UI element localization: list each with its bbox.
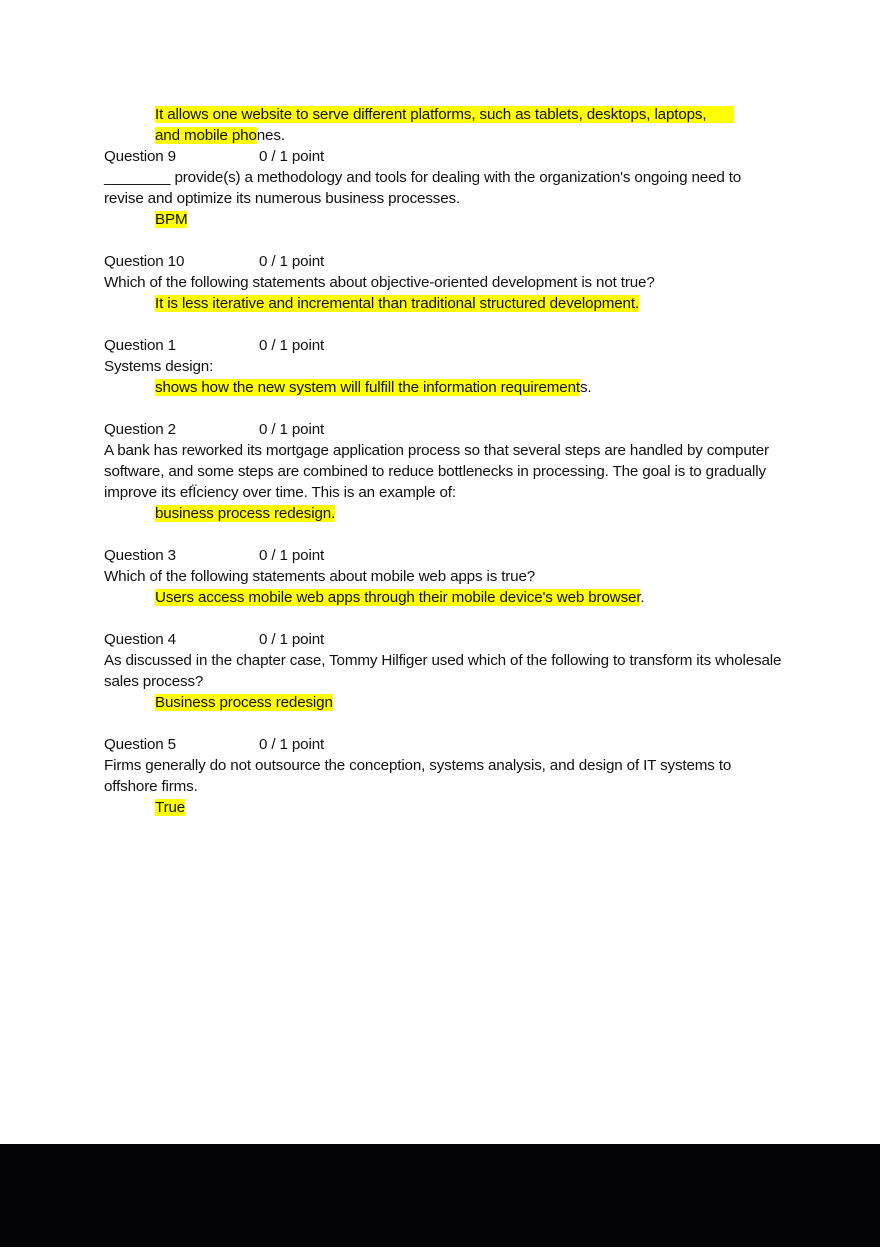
answer-highlight: Business process redesign (155, 694, 333, 711)
question-answer (104, 692, 784, 713)
answer-highlight: BPM (155, 211, 188, 228)
question-prompt: ________ provide(s) a methodology and tools for dealing with the organization's ongoing need to revise and optimize its numerous business processes. (104, 169, 742, 207)
answer-highlight: shows how the new system will fulfill the information requirement (155, 379, 580, 396)
answer-highlight: It is less iterative and incremental than traditional structured development. (155, 295, 639, 312)
question-answer (104, 293, 784, 314)
question-header (104, 146, 784, 167)
question-score: 0 / 1 point (259, 547, 325, 564)
question-5 (104, 734, 784, 818)
question-2 (104, 419, 784, 524)
question-3 (104, 545, 784, 608)
question-header (104, 545, 784, 566)
question-prompt: A bank has reworked its mortgage application process so that several steps are handled by computer software, and some steps are combined to reduce bottlenecks in processing. The goal is to gradually improve its efÏciency over time. This is an example of: (104, 442, 769, 501)
question-answer (104, 587, 784, 608)
question-header (104, 629, 784, 650)
question-label: Question 4 (104, 631, 176, 648)
question-9 (104, 146, 784, 230)
question-10 (104, 251, 784, 314)
question-header (104, 419, 784, 440)
question-score: 0 / 1 point (259, 337, 325, 354)
question-answer (104, 797, 784, 818)
question-label: Question 9 (104, 148, 176, 165)
question-label: Question 2 (104, 421, 176, 438)
question-prompt: Which of the following statements about objective-oriented development is not true? (104, 274, 655, 291)
question-score: 0 / 1 point (259, 253, 325, 270)
document-content (104, 104, 784, 818)
answer-highlight: Users access mobile web apps through their mobile device's web browser (155, 589, 641, 606)
answer-highlight: business process redesign. (155, 505, 336, 522)
carryover-answer (104, 104, 784, 146)
question-4 (104, 629, 784, 713)
answer-highlight: True (155, 799, 186, 816)
question-header (104, 251, 784, 272)
question-score: 0 / 1 point (259, 631, 325, 648)
carryover-answer-highlight-line2: and mobile pho (155, 127, 257, 144)
question-answer (104, 503, 784, 524)
carryover-answer-rest: nes. (256, 127, 285, 144)
answer-rest: s. (579, 379, 592, 396)
question-prompt: Which of the following statements about mobile web apps is true? (104, 568, 536, 585)
question-header (104, 335, 784, 356)
question-score: 0 / 1 point (259, 148, 325, 165)
question-label: Question 10 (104, 253, 185, 270)
question-answer (104, 377, 784, 398)
question-score: 0 / 1 point (259, 421, 325, 438)
question-label: Question 5 (104, 736, 176, 753)
answer-rest: . (640, 589, 645, 606)
carryover-answer-highlight-line1: It allows one website to serve different platforms, such as tablets, desktops, laptops, (155, 106, 734, 123)
question-1 (104, 335, 784, 398)
question-answer (104, 209, 784, 230)
question-prompt: As discussed in the chapter case, Tommy Hilfiger used which of the following to transform its wholesale sales process? (104, 652, 782, 690)
bottom-black-bar (0, 1144, 880, 1247)
question-prompt: Systems design: (104, 358, 214, 375)
question-header (104, 734, 784, 755)
question-prompt: Firms generally do not outsource the conception, systems analysis, and design of IT systems to offshore firms. (104, 757, 732, 795)
question-label: Question 3 (104, 547, 176, 564)
question-score: 0 / 1 point (259, 736, 325, 753)
question-label: Question 1 (104, 337, 176, 354)
